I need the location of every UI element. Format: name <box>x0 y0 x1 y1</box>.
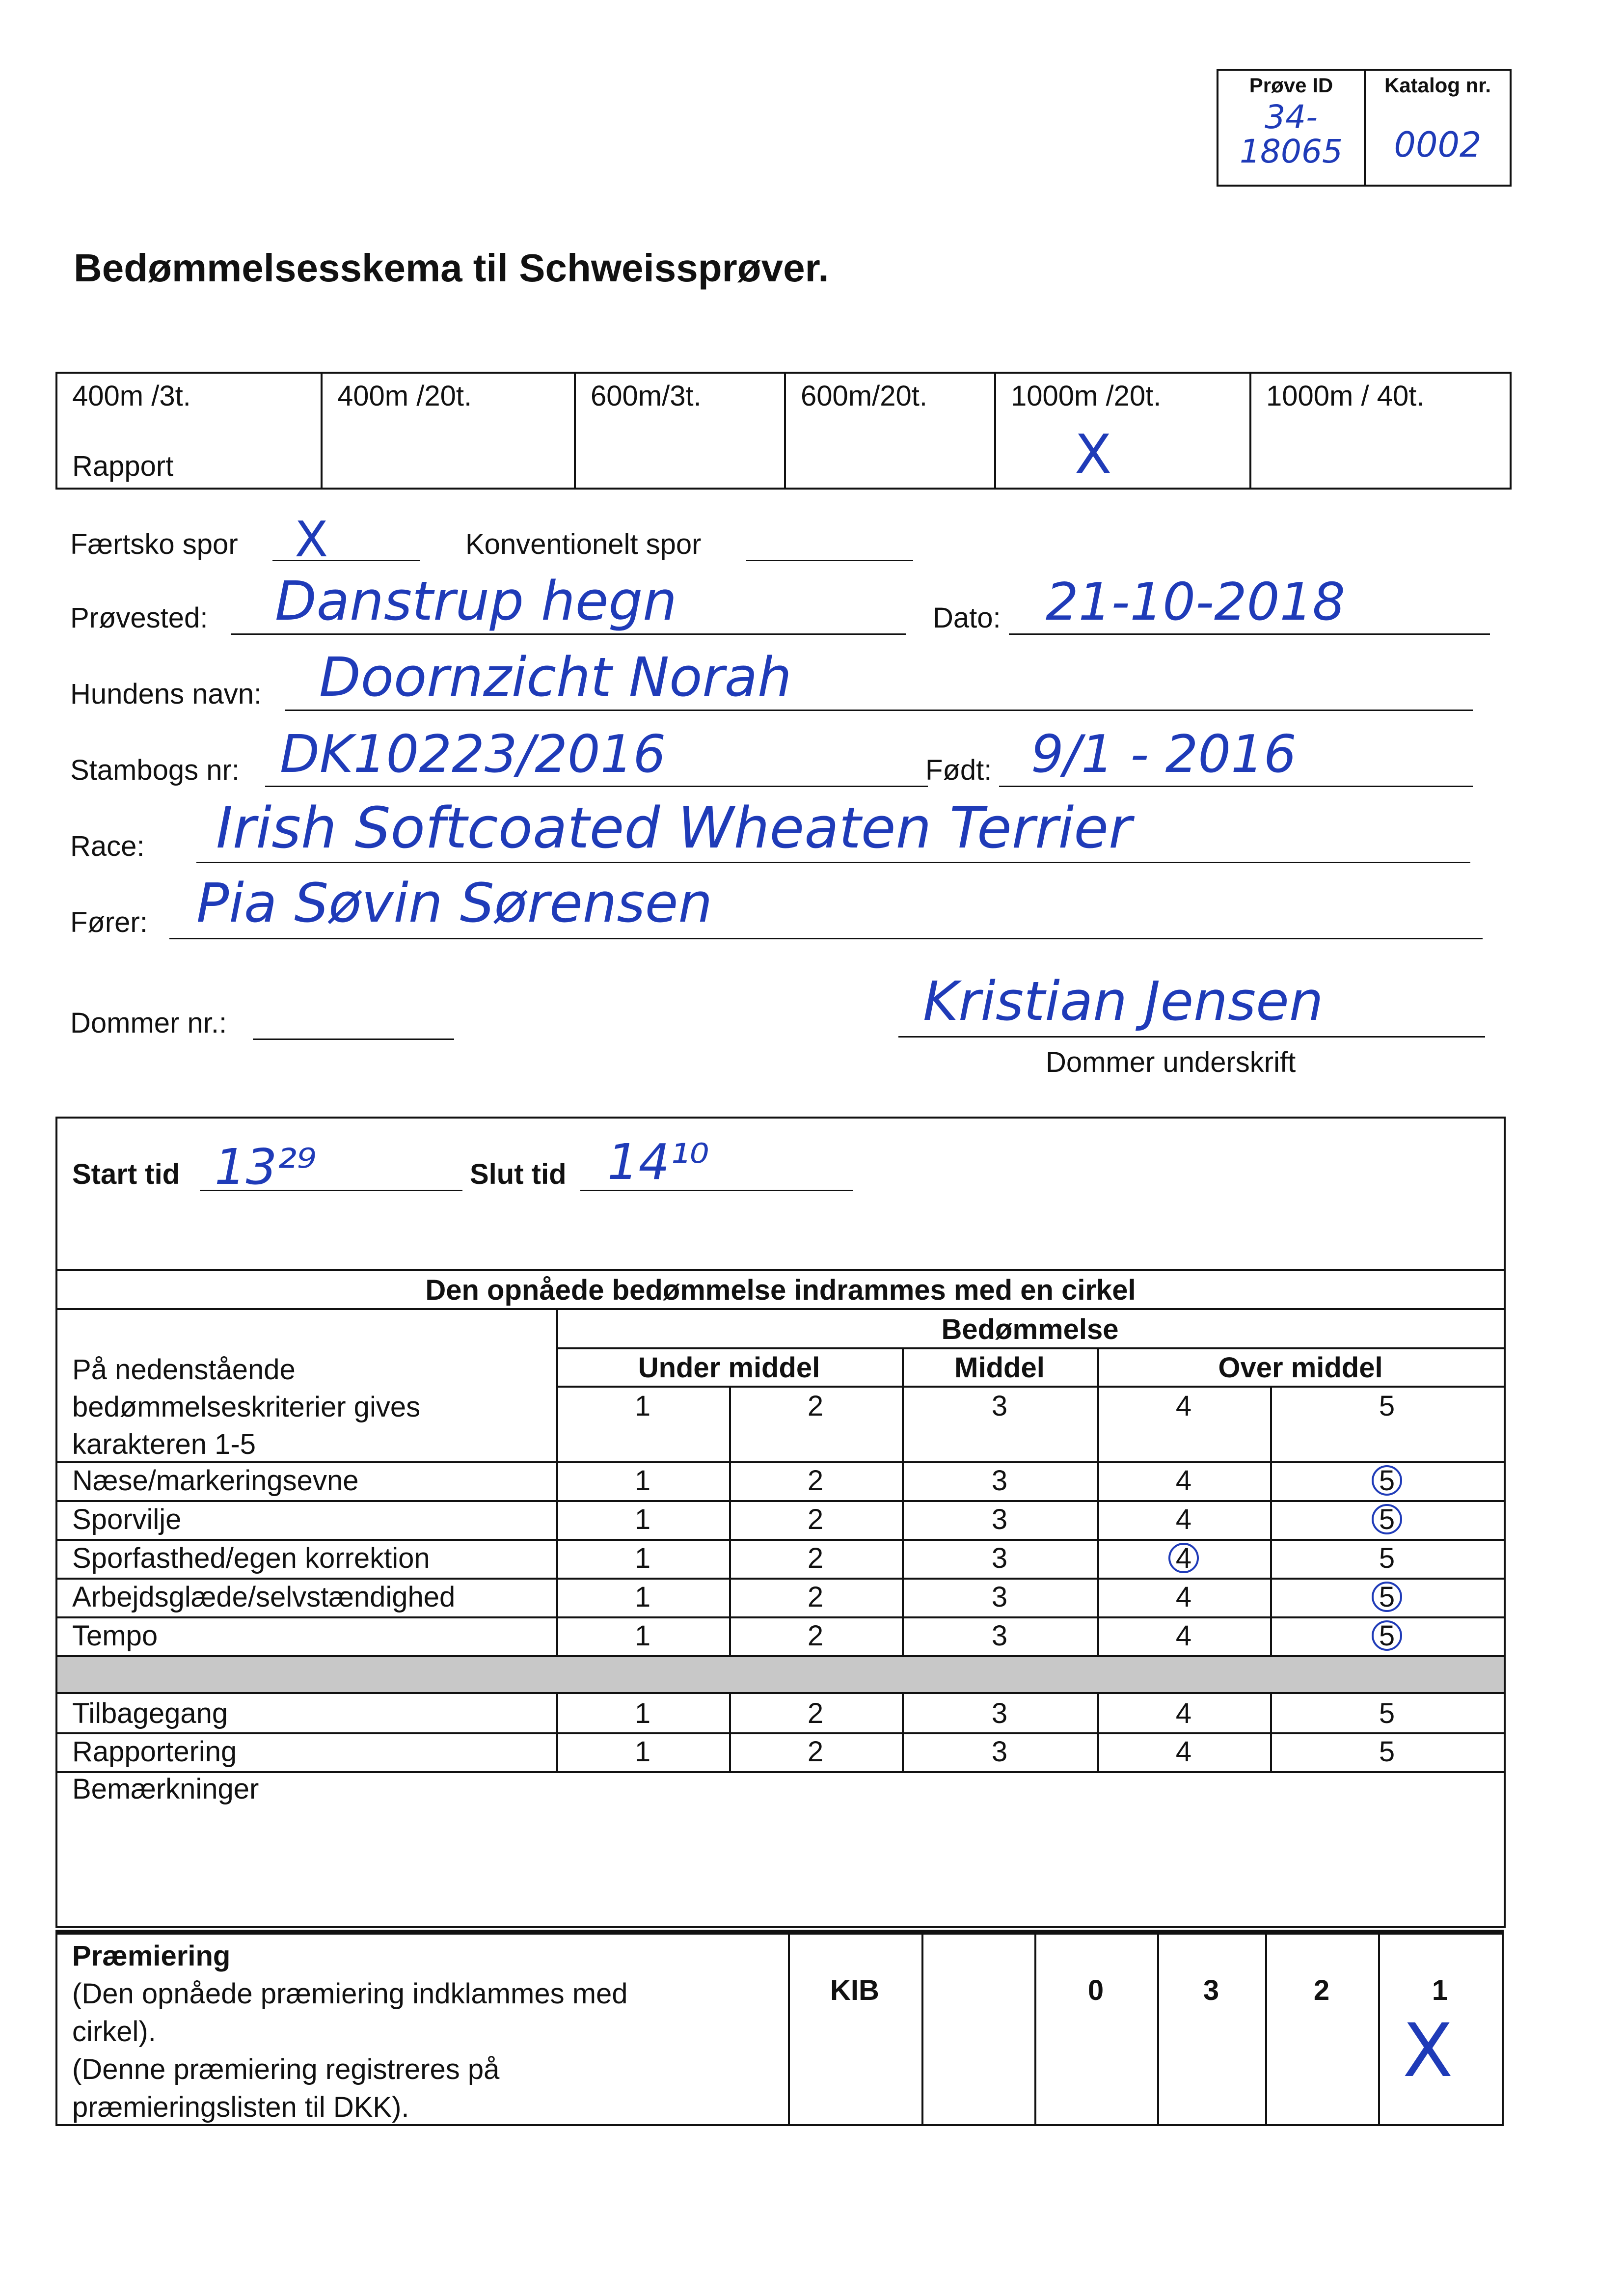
dommer-nr-label: Dommer nr.: <box>70 1007 227 1039</box>
premiering-line: præmieringslisten til DKK). <box>72 2091 409 2123</box>
criterion-row-0-score-3[interactable]: 3 <box>991 1465 1008 1497</box>
remarks-label: Bemærkninger <box>72 1773 259 1805</box>
race-value: Irish Softcoated Wheaten Terrier <box>216 795 1132 861</box>
row-divider <box>57 1771 1504 1773</box>
faertsko-mark: X <box>295 511 328 568</box>
row-divider <box>57 1308 1504 1310</box>
over-middel-label: Over middel <box>1218 1352 1383 1384</box>
criterion-row-0-label: Næse/markeringsevne <box>72 1465 359 1497</box>
criterion-row-1-score-1[interactable]: 1 <box>634 1503 651 1535</box>
criterion-row-0-score-5[interactable]: 5 <box>1379 1465 1395 1497</box>
criterion-row-3-score-4[interactable]: 4 <box>1175 1581 1192 1613</box>
criterion-row-2-score-4[interactable]: 4 <box>1175 1542 1192 1574</box>
scale-3: 3 <box>991 1390 1008 1422</box>
signature-line <box>898 1036 1485 1038</box>
criterion-row-3-score-2[interactable]: 2 <box>807 1581 824 1613</box>
fodt-line <box>999 786 1473 787</box>
criterion-row-1-score-2[interactable]: 2 <box>807 1503 824 1535</box>
premiering-line: (Den opnåede præmiering indklammes med <box>72 1978 628 2010</box>
criterion-row-4-score-5[interactable]: 5 <box>1379 1620 1395 1652</box>
extra-row-1-score-1[interactable]: 1 <box>634 1736 651 1768</box>
prove-id-cell <box>1218 71 1366 185</box>
criterion-row-0-score-4[interactable]: 4 <box>1175 1465 1192 1497</box>
intro-text <box>72 1351 420 1463</box>
criterion-row-1-score-5[interactable]: 5 <box>1379 1503 1395 1535</box>
criterion-row-1-selected-circle <box>1372 1504 1402 1534</box>
criterion-row-2-label: Sporfasthed/egen korrektion <box>72 1542 430 1574</box>
criterion-row-4-score-4[interactable]: 4 <box>1175 1620 1192 1652</box>
konventionelt-line <box>746 560 913 561</box>
extra-row-1-label: Rapportering <box>72 1736 237 1768</box>
row-divider <box>57 1578 1504 1580</box>
criterion-row-0-score-2[interactable]: 2 <box>807 1465 824 1497</box>
col-divider <box>1265 1935 1267 2124</box>
track-option-label: 1000m / 40t. <box>1266 380 1425 412</box>
criterion-row-3-label: Arbejdsglæde/selvstændighed <box>72 1581 456 1613</box>
prem-option-1: 1 <box>1432 1974 1448 2006</box>
selected-track-mark: X <box>1075 423 1112 486</box>
track-option-1000m-20t <box>996 374 1251 488</box>
dato-line <box>1009 633 1490 635</box>
criterion-row-2-score-5[interactable]: 5 <box>1379 1542 1395 1574</box>
extra-row-0-score-3[interactable]: 3 <box>991 1697 1008 1729</box>
hundens-navn-value: Doornzicht Norah <box>319 646 792 709</box>
prem-option-2: 2 <box>1313 1974 1330 2006</box>
intro-line: karakteren 1-5 <box>72 1428 256 1460</box>
row-divider <box>556 1386 1504 1388</box>
scale-2: 2 <box>807 1390 824 1422</box>
page-title: Bedømmelsesskema til Schweissprøver. <box>74 246 829 290</box>
faertsko-label: Færtsko spor <box>70 528 238 560</box>
criterion-row-4-label: Tempo <box>72 1620 158 1652</box>
col-divider <box>788 1935 790 2124</box>
criterion-row-1-score-4[interactable]: 4 <box>1175 1503 1192 1535</box>
slut-tid-label: Slut tid <box>470 1158 567 1190</box>
dato-label: Dato: <box>933 602 1001 634</box>
katalog-value: 0002 <box>1394 125 1482 165</box>
hundens-navn-line <box>285 710 1473 711</box>
extra-row-0-score-2[interactable]: 2 <box>807 1697 824 1729</box>
row-divider <box>57 1269 1504 1271</box>
extra-row-0-score-1[interactable]: 1 <box>634 1697 651 1729</box>
premiering-table <box>55 1930 1504 2126</box>
stambogs-line <box>265 786 928 787</box>
prem-option-0: 0 <box>1087 1974 1104 2006</box>
col-divider <box>921 1935 923 2124</box>
race-label: Race: <box>70 830 145 862</box>
premiering-selected-mark: X <box>1403 2008 1453 2094</box>
prove-id-value: 34-18065 <box>1240 98 1343 170</box>
extra-row-1-score-3[interactable]: 3 <box>991 1736 1008 1768</box>
criterion-row-4-score-1[interactable]: 1 <box>634 1620 651 1652</box>
criterion-row-4-score-3[interactable]: 3 <box>991 1620 1008 1652</box>
race-line <box>196 862 1470 863</box>
extra-row-1-score-2[interactable]: 2 <box>807 1736 824 1768</box>
dommer-underskrift-label: Dommer underskrift <box>1046 1046 1296 1078</box>
bedommelse-label: Bedømmelse <box>941 1313 1119 1345</box>
extra-row-0-label: Tilbagegang <box>72 1697 228 1729</box>
criterion-row-2-score-3[interactable]: 3 <box>991 1542 1008 1574</box>
dommer-nr-line <box>253 1039 454 1040</box>
criterion-row-1-label: Sporvilje <box>72 1503 182 1535</box>
scale-4: 4 <box>1175 1390 1192 1422</box>
middel-label: Middel <box>954 1352 1045 1384</box>
forer-line <box>169 938 1483 939</box>
fodt-label: Født: <box>925 754 992 786</box>
premiering-title: Præmiering <box>72 1940 231 1972</box>
extra-row-0-score-4[interactable]: 4 <box>1175 1697 1192 1729</box>
katalog-label: Katalog nr. <box>1384 74 1491 97</box>
extra-row-1-score-5[interactable]: 5 <box>1379 1736 1395 1768</box>
premiering-line: (Denne præmiering registreres på <box>72 2053 500 2085</box>
provested-line <box>231 633 906 635</box>
scale-5: 5 <box>1379 1390 1395 1422</box>
criterion-row-3-score-3[interactable]: 3 <box>991 1581 1008 1613</box>
criterion-row-3-score-5[interactable]: 5 <box>1379 1581 1395 1613</box>
judge-signature: Kristian Jensen <box>923 970 1324 1033</box>
col-divider <box>1157 1935 1159 2124</box>
prem-option-3: 3 <box>1203 1974 1219 2006</box>
provested-label: Prøvested: <box>70 602 208 634</box>
stambogs-label: Stambogs nr: <box>70 754 240 786</box>
premiering-line: cirkel). <box>72 2016 156 2048</box>
forer-label: Fører: <box>70 906 148 938</box>
konventionelt-label: Konventionelt spor <box>465 528 702 560</box>
criterion-row-3-selected-circle <box>1372 1582 1402 1612</box>
track-option-label: 600m/20t. <box>801 380 927 412</box>
track-option-label: 600m/3t. <box>591 380 702 412</box>
row-divider <box>57 1539 1504 1541</box>
criterion-row-1-score-3[interactable]: 3 <box>991 1503 1008 1535</box>
track-option-label: 400m /20t. <box>337 380 472 412</box>
intro-line: bedømmelseskriterier gives <box>72 1391 421 1423</box>
shaded-separator-row <box>57 1655 1504 1694</box>
under-middel-label: Under middel <box>638 1352 820 1384</box>
extra-row-0-score-5[interactable]: 5 <box>1379 1697 1395 1729</box>
track-option-label: 1000m /20t. <box>1011 380 1162 412</box>
criterion-row-4-score-2[interactable]: 2 <box>807 1620 824 1652</box>
col-divider <box>1034 1935 1036 2124</box>
slut-tid-value: 14¹⁰ <box>607 1133 709 1191</box>
col-divider <box>1378 1935 1380 2124</box>
dato-value: 21-10-2018 <box>1046 572 1346 632</box>
criterion-row-4-selected-circle <box>1372 1620 1402 1651</box>
scale-1: 1 <box>634 1390 651 1422</box>
criterion-row-2-score-1[interactable]: 1 <box>634 1542 651 1574</box>
fodt-value: 9/1 - 2016 <box>1031 724 1297 784</box>
hundens-navn-label: Hundens navn: <box>70 678 262 710</box>
track-option-400m-3t <box>57 374 323 488</box>
criterion-row-2-score-2[interactable]: 2 <box>807 1542 824 1574</box>
row-divider <box>57 1616 1504 1618</box>
row-divider <box>57 1732 1504 1734</box>
row-divider <box>57 1500 1504 1502</box>
extra-row-1-score-4[interactable]: 4 <box>1175 1736 1192 1768</box>
start-tid-label: Start tid <box>72 1158 180 1190</box>
premiering-text <box>72 1937 628 2126</box>
prove-id-label: Prøve ID <box>1249 74 1333 97</box>
track-option-600m-20t <box>786 374 996 488</box>
row-divider <box>556 1347 1504 1349</box>
assessment-heading: Den opnåede bedømmelse indrammes med en cirkel <box>425 1274 1136 1306</box>
katalog-cell <box>1366 71 1510 185</box>
intro-line: På nedenstående <box>72 1354 296 1386</box>
criterion-row-3-score-1[interactable]: 1 <box>634 1581 651 1613</box>
track-option-600m-3t <box>576 374 786 488</box>
track-options-table <box>55 372 1512 490</box>
provested-value: Danstrup hegn <box>275 570 677 632</box>
stambogs-value: DK10223/2016 <box>280 724 666 784</box>
rapport-label: Rapport <box>72 450 174 482</box>
criterion-row-0-score-1[interactable]: 1 <box>634 1465 651 1497</box>
track-option-400m-20t <box>323 374 576 488</box>
track-option-1000m-40t <box>1251 374 1510 488</box>
assessment-table <box>55 1117 1506 1928</box>
criterion-row-2-selected-circle <box>1168 1543 1199 1573</box>
prem-option-kib: KIB <box>830 1974 879 2006</box>
id-box <box>1217 69 1512 187</box>
forer-value: Pia Søvin Sørensen <box>196 872 713 934</box>
criterion-row-0-selected-circle <box>1372 1465 1402 1496</box>
track-option-label: 400m /3t. <box>72 380 191 412</box>
start-tid-value: 13²⁹ <box>215 1138 317 1196</box>
